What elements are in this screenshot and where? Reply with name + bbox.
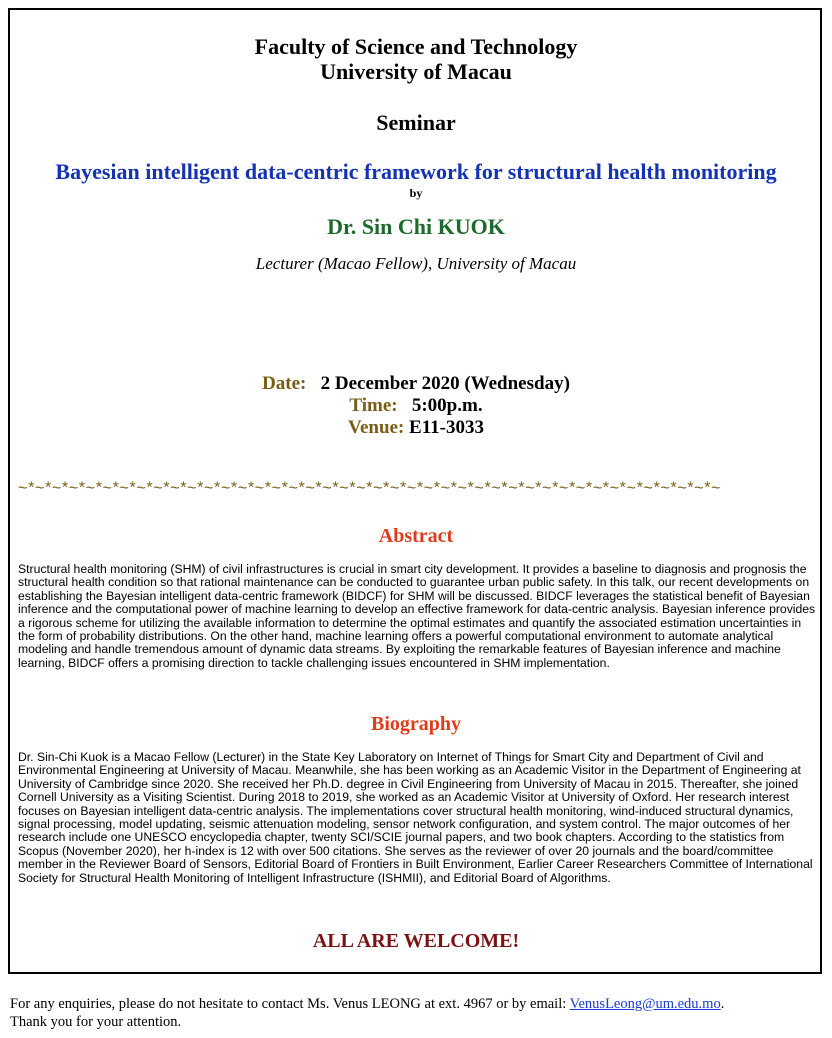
- venue-row: [0, 417, 832, 439]
- abstract-heading: Abstract: [378, 525, 454, 547]
- time-row: [0, 395, 832, 417]
- time-value: 5:00p.m.: [411, 395, 483, 416]
- biography-heading: Biography: [370, 713, 462, 735]
- decorative-divider: ~*~*~*~*~*~*~*~*~*~*~*~*~*~*~*~*~*~*~*~*~*~*~*~*~*~*~*~*~*~*~*~*~*~*~*~*~*~*~*~*~*~: [18, 480, 720, 498]
- header-block: [0, 34, 832, 84]
- date-label: Date:: [262, 373, 307, 394]
- university-name: University of Macau: [320, 59, 512, 84]
- footer: [10, 995, 825, 1031]
- email-link[interactable]: VenusLeong@um.edu.mo: [569, 996, 721, 1012]
- date-value: 2 December 2020 (Wednesday): [320, 373, 570, 394]
- enquiry-period: .: [720, 996, 725, 1012]
- seminar-label: Seminar: [376, 110, 456, 135]
- abstract-text: Structural health monitoring (SHM) of civil infrastructures is crucial in smart city development. It provides a baseline to diagnosis and prognosis the structural health condition so that rational maintenance can be conducted to guarantee urban public safety. In this talk, our recent developments on establishing the Bayesian intelligent data-centric framework (BIDCF) for SHM will be discussed. BIDCF leverages the statistical benefit of Bayesian inference and the computational power of machine learning to develop an effective framework for data-centric analysis. Bayesian inference provides a rigorous scheme for utilizing the available information to determine the optimal estimates and quantify the associated estimation uncertainties in the form of probability distributions. On the other hand, machine learning offers a powerful computational environment to automate analytical modeling and handle tremendous amount of dynamic data streams. By exploiting the remarkable features of Bayesian inference and machine learning, BIDCF offers a promising direction to tackle challenging issues encountered in SHM implementation.: [18, 562, 816, 670]
- talk-title: Bayesian intelligent data-centric framework for structural health monitoring: [55, 159, 777, 184]
- faculty-name: Faculty of Science and Technology: [254, 34, 578, 59]
- welcome-message: ALL ARE WELCOME!: [312, 930, 520, 952]
- thanks-text: Thank you for your attention.: [10, 1014, 182, 1030]
- venue-label: Venue:: [347, 417, 405, 438]
- speaker-affiliation: Lecturer (Macao Fellow), University of Macau: [255, 254, 577, 273]
- speaker-name: Dr. Sin Chi KUOK: [327, 214, 505, 239]
- schedule-block: [0, 373, 832, 439]
- by-label: by: [409, 186, 423, 200]
- venue-value: E11-3033: [409, 417, 484, 438]
- date-row: [0, 373, 832, 395]
- enquiry-text: For any enquiries, please do not hesitate to contact Ms. Venus LEONG at ext. 4967 or by email:: [10, 996, 570, 1012]
- time-label: Time:: [349, 395, 398, 416]
- biography-text: Dr. Sin-Chi Kuok is a Macao Fellow (Lecturer) in the State Key Laboratory on Internet of Things for Smart City and Department of Civil and Environmental Engineering at University of Macau. Meanwhile, she has been working as an Academic Visitor in the Department of Engineering at University of Cambridge since 2020. She received her Ph.D. degree in Civil Engineering from University of Macau in 2015. Thereafter, she joined Cornell University as a Visiting Scientist. During 2018 to 2019, she worked as an Academic Visitor at University of Oxford. Her research interest focuses on Bayesian intelligent data-centric analysis. The implementations cover structural health monitoring, wind-induced structural dynamics, signal processing, model updating, seismic attenuation modeling, sensor network configuration, and system control. The major outcomes of her research include one UNESCO encyclopedia chapter, twenty SCI/SCIE journal papers, and two book chapters. According to the statistics from Scopus (November 2020), her h-index is 12 with over 500 citations. She serves as the reviewer of over 20 journals and the board/committee member in the Reviewer Board of Sensors, Editorial Board of Frontiers in Built Environment, Earlier Career Researchers Committee of International Society for Structural Health Monitoring of Intelligent Infrastructure (ISHMII), and Editorial Board of Algorithms.: [18, 750, 813, 885]
